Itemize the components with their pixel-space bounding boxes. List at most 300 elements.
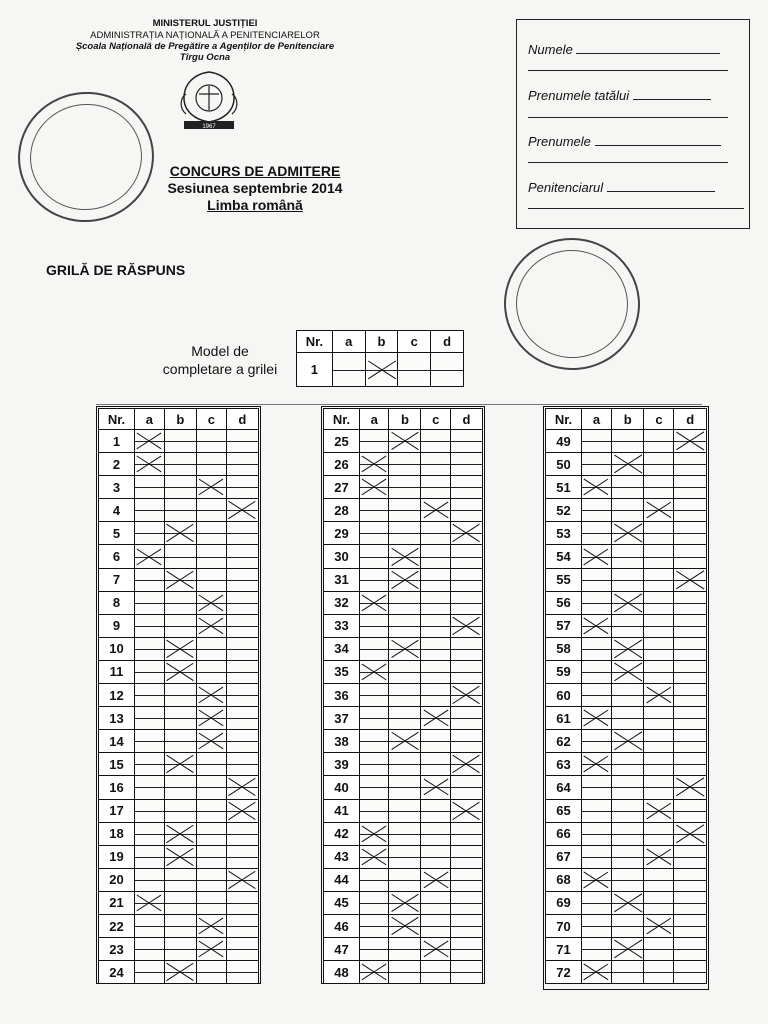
answer-option-d[interactable] bbox=[450, 499, 482, 522]
answer-option-d[interactable] bbox=[450, 914, 482, 937]
answer-option-b[interactable] bbox=[611, 660, 644, 683]
answer-option-c[interactable] bbox=[196, 845, 226, 868]
answer-option-a[interactable] bbox=[360, 799, 389, 822]
answer-option-b[interactable] bbox=[611, 568, 644, 591]
answer-option-c[interactable] bbox=[196, 430, 226, 453]
answer-option-d[interactable] bbox=[226, 776, 258, 799]
answer-option-b[interactable] bbox=[389, 614, 421, 637]
answer-option-b[interactable] bbox=[611, 684, 644, 707]
answer-option-b[interactable] bbox=[389, 707, 421, 730]
answer-option-d[interactable] bbox=[674, 522, 707, 545]
answer-option-c[interactable] bbox=[421, 961, 450, 984]
answer-option-b[interactable] bbox=[164, 961, 196, 984]
answer-option-d[interactable] bbox=[674, 891, 707, 914]
answer-option-c[interactable] bbox=[196, 938, 226, 961]
answer-option-a[interactable] bbox=[582, 637, 612, 660]
answer-option-a[interactable] bbox=[135, 868, 165, 891]
answer-option-a[interactable] bbox=[582, 614, 612, 637]
answer-option-c[interactable] bbox=[421, 891, 450, 914]
answer-option-b[interactable] bbox=[611, 545, 644, 568]
answer-option-d[interactable] bbox=[674, 845, 707, 868]
answer-option-d[interactable] bbox=[674, 938, 707, 961]
answer-option-a[interactable] bbox=[582, 891, 612, 914]
answer-option-c[interactable] bbox=[421, 822, 450, 845]
answer-option-b[interactable] bbox=[389, 499, 421, 522]
answer-option-d[interactable] bbox=[226, 891, 258, 914]
answer-option-d[interactable] bbox=[450, 637, 482, 660]
answer-option-a[interactable] bbox=[135, 914, 165, 937]
answer-option-a[interactable] bbox=[135, 476, 165, 499]
answer-option-c[interactable] bbox=[421, 707, 450, 730]
answer-option-d[interactable] bbox=[450, 730, 482, 753]
answer-option-c[interactable] bbox=[421, 476, 450, 499]
answer-option-c[interactable] bbox=[421, 938, 450, 961]
answer-option-b[interactable] bbox=[611, 499, 644, 522]
answer-option-d[interactable] bbox=[450, 891, 482, 914]
answer-option-a[interactable] bbox=[582, 660, 612, 683]
answer-option-a[interactable] bbox=[582, 545, 612, 568]
answer-option-d[interactable] bbox=[450, 707, 482, 730]
answer-option-a[interactable] bbox=[135, 799, 165, 822]
answer-option-b[interactable] bbox=[611, 914, 644, 937]
answer-option-b[interactable] bbox=[164, 822, 196, 845]
answer-option-c[interactable] bbox=[421, 453, 450, 476]
answer-option-c[interactable] bbox=[196, 891, 226, 914]
answer-option-c[interactable] bbox=[421, 522, 450, 545]
answer-option-a[interactable] bbox=[360, 499, 389, 522]
answer-option-a[interactable] bbox=[135, 660, 165, 683]
answer-option-b[interactable] bbox=[164, 753, 196, 776]
answer-option-b[interactable] bbox=[611, 822, 644, 845]
answer-option-a[interactable] bbox=[582, 499, 612, 522]
answer-option-a[interactable] bbox=[582, 430, 612, 453]
answer-option-b[interactable] bbox=[164, 868, 196, 891]
answer-option-d[interactable] bbox=[226, 614, 258, 637]
answer-option-d[interactable] bbox=[226, 476, 258, 499]
answer-option-a[interactable] bbox=[360, 845, 389, 868]
answer-option-c[interactable] bbox=[421, 799, 450, 822]
answer-option-a[interactable] bbox=[135, 614, 165, 637]
answer-option-b[interactable] bbox=[164, 938, 196, 961]
answer-option-d[interactable] bbox=[674, 614, 707, 637]
answer-option-b[interactable] bbox=[164, 476, 196, 499]
question-number: 52 bbox=[546, 499, 582, 522]
answer-option-c[interactable] bbox=[644, 568, 674, 591]
first-name-field[interactable] bbox=[528, 134, 721, 149]
answer-option-b[interactable] bbox=[164, 453, 196, 476]
answer-option-c[interactable] bbox=[644, 753, 674, 776]
answer-option-a[interactable] bbox=[582, 476, 612, 499]
answer-option-a[interactable] bbox=[582, 914, 612, 937]
answer-option-d[interactable] bbox=[674, 499, 707, 522]
answer-option-c[interactable] bbox=[644, 845, 674, 868]
answer-option-a[interactable] bbox=[360, 753, 389, 776]
answer-option-d[interactable] bbox=[226, 545, 258, 568]
answer-option-b[interactable] bbox=[164, 799, 196, 822]
answer-option-d[interactable] bbox=[226, 914, 258, 937]
answer-option-d[interactable] bbox=[450, 753, 482, 776]
answer-option-b[interactable] bbox=[389, 868, 421, 891]
answer-option-d[interactable] bbox=[450, 476, 482, 499]
answer-x-mark bbox=[137, 893, 162, 913]
answer-option-b[interactable] bbox=[611, 891, 644, 914]
answer-option-b[interactable] bbox=[164, 730, 196, 753]
question-number: 5 bbox=[99, 522, 135, 545]
answer-option-c[interactable] bbox=[421, 684, 450, 707]
answer-option-d[interactable] bbox=[674, 961, 707, 984]
answer-option-d[interactable] bbox=[674, 591, 707, 614]
answer-option-d[interactable] bbox=[450, 545, 482, 568]
answer-option-b[interactable] bbox=[164, 591, 196, 614]
answer-option-b[interactable] bbox=[611, 776, 644, 799]
answer-option-a[interactable] bbox=[582, 868, 612, 891]
answer-option-a[interactable] bbox=[582, 799, 612, 822]
answer-option-a[interactable] bbox=[135, 591, 165, 614]
answer-option-d[interactable] bbox=[226, 637, 258, 660]
answer-option-b[interactable] bbox=[611, 730, 644, 753]
answer-option-b[interactable] bbox=[611, 868, 644, 891]
answer-option-b[interactable] bbox=[389, 753, 421, 776]
answer-option-a[interactable] bbox=[135, 453, 165, 476]
answer-option-c[interactable] bbox=[196, 453, 226, 476]
answer-option-b[interactable] bbox=[164, 499, 196, 522]
answer-option-a[interactable] bbox=[360, 660, 389, 683]
answer-option-b[interactable] bbox=[389, 845, 421, 868]
answer-option-a[interactable] bbox=[135, 637, 165, 660]
answer-option-d[interactable] bbox=[674, 753, 707, 776]
answer-option-b[interactable] bbox=[164, 914, 196, 937]
answer-option-b[interactable] bbox=[611, 522, 644, 545]
answer-option-c[interactable] bbox=[644, 660, 674, 683]
answer-option-c[interactable] bbox=[196, 522, 226, 545]
answer-option-b[interactable] bbox=[389, 476, 421, 499]
answer-option-d[interactable] bbox=[226, 845, 258, 868]
answer-x-mark bbox=[423, 870, 447, 890]
answer-option-d[interactable] bbox=[674, 707, 707, 730]
answer-option-a[interactable] bbox=[135, 891, 165, 914]
answer-option-a[interactable] bbox=[135, 430, 165, 453]
answer-option-d[interactable] bbox=[674, 476, 707, 499]
answer-option-c[interactable] bbox=[196, 499, 226, 522]
answer-option-c[interactable] bbox=[421, 845, 450, 868]
answer-option-b[interactable] bbox=[164, 891, 196, 914]
answer-option-a[interactable] bbox=[360, 637, 389, 660]
answer-option-b[interactable] bbox=[164, 430, 196, 453]
answer-option-b[interactable] bbox=[389, 568, 421, 591]
answer-option-d[interactable] bbox=[674, 453, 707, 476]
answer-option-c[interactable] bbox=[421, 568, 450, 591]
answer-option-c[interactable] bbox=[644, 961, 674, 984]
answer-option-c[interactable] bbox=[644, 614, 674, 637]
answer-option-c[interactable] bbox=[196, 868, 226, 891]
answer-option-a[interactable] bbox=[135, 499, 165, 522]
answer-option-d[interactable] bbox=[226, 753, 258, 776]
answer-option-a[interactable] bbox=[582, 938, 612, 961]
answer-option-b[interactable] bbox=[389, 914, 421, 937]
answer-option-d[interactable] bbox=[674, 822, 707, 845]
answer-option-d[interactable] bbox=[450, 822, 482, 845]
answer-option-c[interactable] bbox=[421, 637, 450, 660]
answer-option-c[interactable] bbox=[421, 499, 450, 522]
answer-option-c[interactable] bbox=[421, 753, 450, 776]
answer-option-c[interactable] bbox=[644, 430, 674, 453]
answer-option-c[interactable] bbox=[421, 730, 450, 753]
answer-option-d[interactable] bbox=[674, 868, 707, 891]
answer-option-a[interactable] bbox=[360, 891, 389, 914]
answer-option-b[interactable] bbox=[164, 684, 196, 707]
last-name-field[interactable] bbox=[528, 42, 720, 57]
answer-option-b[interactable] bbox=[164, 568, 196, 591]
answer-option-c[interactable] bbox=[644, 637, 674, 660]
answer-option-c[interactable] bbox=[196, 776, 226, 799]
question-number: 64 bbox=[546, 776, 582, 799]
answer-option-a[interactable] bbox=[582, 568, 612, 591]
answer-option-c[interactable] bbox=[421, 545, 450, 568]
answer-option-b[interactable] bbox=[389, 522, 421, 545]
answer-option-d[interactable] bbox=[450, 776, 482, 799]
answer-option-c[interactable] bbox=[421, 614, 450, 637]
answer-option-d[interactable] bbox=[450, 614, 482, 637]
answer-option-b[interactable] bbox=[164, 614, 196, 637]
answer-option-d[interactable] bbox=[450, 684, 482, 707]
answer-option-c[interactable] bbox=[196, 637, 226, 660]
answer-option-c[interactable] bbox=[196, 660, 226, 683]
answer-option-d[interactable] bbox=[674, 776, 707, 799]
answer-option-a[interactable] bbox=[360, 868, 389, 891]
answer-option-b[interactable] bbox=[611, 753, 644, 776]
answer-option-b[interactable] bbox=[611, 591, 644, 614]
answer-option-d[interactable] bbox=[226, 799, 258, 822]
answer-option-b[interactable] bbox=[389, 961, 421, 984]
answer-option-a[interactable] bbox=[135, 545, 165, 568]
answer-option-a[interactable] bbox=[582, 453, 612, 476]
answer-option-d[interactable] bbox=[674, 684, 707, 707]
answer-option-c[interactable] bbox=[644, 684, 674, 707]
answer-option-b[interactable] bbox=[389, 591, 421, 614]
answer-option-c[interactable] bbox=[644, 938, 674, 961]
answer-option-c[interactable] bbox=[644, 776, 674, 799]
answer-option-b[interactable] bbox=[389, 660, 421, 683]
answer-option-b[interactable] bbox=[389, 545, 421, 568]
answer-option-b[interactable] bbox=[389, 730, 421, 753]
answer-option-b[interactable] bbox=[611, 961, 644, 984]
answer-option-a[interactable] bbox=[360, 476, 389, 499]
answer-option-a[interactable] bbox=[582, 961, 612, 984]
answer-option-c[interactable] bbox=[644, 499, 674, 522]
answer-option-c[interactable] bbox=[196, 961, 226, 984]
answer-option-a[interactable] bbox=[135, 938, 165, 961]
answer-option-d[interactable] bbox=[226, 660, 258, 683]
answer-option-d[interactable] bbox=[226, 568, 258, 591]
answer-option-a[interactable] bbox=[582, 753, 612, 776]
answer-option-b[interactable] bbox=[164, 707, 196, 730]
answer-option-a[interactable] bbox=[582, 707, 612, 730]
answer-option-d[interactable] bbox=[226, 822, 258, 845]
answer-option-d[interactable] bbox=[226, 707, 258, 730]
answer-option-c[interactable] bbox=[644, 891, 674, 914]
answer-option-b[interactable] bbox=[164, 660, 196, 683]
answer-option-c[interactable] bbox=[644, 868, 674, 891]
answer-option-b[interactable] bbox=[389, 938, 421, 961]
answer-option-b[interactable] bbox=[389, 637, 421, 660]
answer-option-d[interactable] bbox=[674, 914, 707, 937]
answer-option-d[interactable] bbox=[450, 660, 482, 683]
answer-option-c[interactable] bbox=[196, 822, 226, 845]
answer-option-b[interactable] bbox=[611, 637, 644, 660]
answer-option-a[interactable] bbox=[360, 568, 389, 591]
answer-option-a[interactable] bbox=[360, 430, 389, 453]
answer-option-a[interactable] bbox=[360, 961, 389, 984]
answer-option-d[interactable] bbox=[450, 961, 482, 984]
question-number: 16 bbox=[99, 776, 135, 799]
answer-option-c[interactable] bbox=[196, 591, 226, 614]
answer-option-a[interactable] bbox=[360, 938, 389, 961]
answer-option-d[interactable] bbox=[226, 499, 258, 522]
answer-option-d[interactable] bbox=[226, 868, 258, 891]
answer-option-a[interactable] bbox=[360, 730, 389, 753]
answer-option-a[interactable] bbox=[135, 730, 165, 753]
answer-option-a[interactable] bbox=[135, 822, 165, 845]
answer-option-b[interactable] bbox=[389, 822, 421, 845]
answer-option-a[interactable] bbox=[360, 776, 389, 799]
model-header-b: b bbox=[365, 331, 398, 353]
answer-option-b[interactable] bbox=[611, 453, 644, 476]
answer-option-d[interactable] bbox=[226, 430, 258, 453]
answer-option-c[interactable] bbox=[421, 868, 450, 891]
answer-option-d[interactable] bbox=[450, 799, 482, 822]
answer-option-c[interactable] bbox=[421, 914, 450, 937]
answer-option-b[interactable] bbox=[164, 545, 196, 568]
answer-option-a[interactable] bbox=[135, 961, 165, 984]
answer-option-a[interactable] bbox=[135, 776, 165, 799]
answer-option-b[interactable] bbox=[389, 430, 421, 453]
answer-option-b[interactable] bbox=[611, 938, 644, 961]
answer-option-b[interactable] bbox=[389, 453, 421, 476]
answer-option-b[interactable] bbox=[164, 845, 196, 868]
answer-option-b[interactable] bbox=[164, 776, 196, 799]
answer-option-d[interactable] bbox=[226, 684, 258, 707]
answer-option-a[interactable] bbox=[360, 707, 389, 730]
answer-option-c[interactable] bbox=[421, 591, 450, 614]
answer-option-b[interactable] bbox=[611, 476, 644, 499]
answer-option-c[interactable] bbox=[644, 822, 674, 845]
answer-option-a[interactable] bbox=[135, 684, 165, 707]
answer-option-c[interactable] bbox=[644, 914, 674, 937]
answer-option-b[interactable] bbox=[164, 637, 196, 660]
answer-option-a[interactable] bbox=[360, 545, 389, 568]
answer-option-d[interactable] bbox=[674, 799, 707, 822]
answer-option-a[interactable] bbox=[135, 522, 165, 545]
answer-option-c[interactable] bbox=[196, 799, 226, 822]
answer-option-b[interactable] bbox=[611, 707, 644, 730]
answer-option-b[interactable] bbox=[389, 891, 421, 914]
answer-option-a[interactable] bbox=[582, 776, 612, 799]
answer-option-d[interactable] bbox=[226, 453, 258, 476]
answer-option-c[interactable] bbox=[421, 660, 450, 683]
answer-option-c[interactable] bbox=[196, 730, 226, 753]
answer-option-d[interactable] bbox=[674, 568, 707, 591]
answer-option-d[interactable] bbox=[674, 660, 707, 683]
answer-option-d[interactable] bbox=[226, 522, 258, 545]
answer-option-a[interactable] bbox=[360, 522, 389, 545]
answer-option-c[interactable] bbox=[196, 684, 226, 707]
answer-option-b[interactable] bbox=[611, 845, 644, 868]
penitentiary-field[interactable] bbox=[528, 180, 715, 195]
answer-option-b[interactable] bbox=[389, 684, 421, 707]
answer-option-c[interactable] bbox=[644, 591, 674, 614]
answer-option-d[interactable] bbox=[674, 545, 707, 568]
answer-option-d[interactable] bbox=[226, 591, 258, 614]
answer-option-a[interactable] bbox=[582, 845, 612, 868]
answer-option-d[interactable] bbox=[450, 938, 482, 961]
answer-option-d[interactable] bbox=[674, 430, 707, 453]
answer-option-a[interactable] bbox=[360, 614, 389, 637]
answer-option-d[interactable] bbox=[674, 730, 707, 753]
answer-option-c[interactable] bbox=[644, 522, 674, 545]
answer-option-c[interactable] bbox=[421, 430, 450, 453]
answer-option-b[interactable] bbox=[389, 776, 421, 799]
answer-option-b[interactable] bbox=[389, 799, 421, 822]
answer-option-c[interactable] bbox=[196, 707, 226, 730]
answer-option-c[interactable] bbox=[196, 914, 226, 937]
answer-option-c[interactable] bbox=[196, 545, 226, 568]
school-city: Tîrgu Ocna bbox=[179, 52, 231, 63]
answer-option-a[interactable] bbox=[360, 684, 389, 707]
answer-option-c[interactable] bbox=[644, 545, 674, 568]
answer-option-a[interactable] bbox=[360, 591, 389, 614]
answer-option-a[interactable] bbox=[360, 822, 389, 845]
answer-option-c[interactable] bbox=[644, 799, 674, 822]
answer-option-c[interactable] bbox=[644, 476, 674, 499]
answer-option-d[interactable] bbox=[226, 961, 258, 984]
answer-option-d[interactable] bbox=[450, 522, 482, 545]
answer-option-b[interactable] bbox=[164, 522, 196, 545]
answer-option-a[interactable] bbox=[582, 730, 612, 753]
answer-option-d[interactable] bbox=[450, 591, 482, 614]
answer-option-a[interactable] bbox=[135, 568, 165, 591]
answer-option-c[interactable] bbox=[644, 707, 674, 730]
father-name-field[interactable] bbox=[528, 88, 711, 103]
answer-option-c[interactable] bbox=[196, 614, 226, 637]
answer-option-d[interactable] bbox=[450, 453, 482, 476]
answer-option-d[interactable] bbox=[674, 637, 707, 660]
answer-option-a[interactable] bbox=[360, 453, 389, 476]
answer-option-b[interactable] bbox=[611, 799, 644, 822]
answer-option-a[interactable] bbox=[135, 707, 165, 730]
answer-option-a[interactable] bbox=[135, 845, 165, 868]
answer-option-b[interactable] bbox=[611, 614, 644, 637]
answer-option-a[interactable] bbox=[582, 684, 612, 707]
answer-option-a[interactable] bbox=[582, 822, 612, 845]
answer-option-c[interactable] bbox=[196, 753, 226, 776]
answer-option-c[interactable] bbox=[196, 568, 226, 591]
answer-option-d[interactable] bbox=[450, 568, 482, 591]
answer-option-a[interactable] bbox=[135, 753, 165, 776]
answer-option-d[interactable] bbox=[450, 430, 482, 453]
answer-option-d[interactable] bbox=[226, 938, 258, 961]
answer-option-c[interactable] bbox=[421, 776, 450, 799]
answer-option-d[interactable] bbox=[226, 730, 258, 753]
answer-option-a[interactable] bbox=[582, 522, 612, 545]
answer-option-d[interactable] bbox=[450, 868, 482, 891]
answer-option-b[interactable] bbox=[611, 430, 644, 453]
answer-option-a[interactable] bbox=[582, 591, 612, 614]
answer-option-c[interactable] bbox=[196, 476, 226, 499]
answer-option-c[interactable] bbox=[644, 453, 674, 476]
answer-option-d[interactable] bbox=[450, 845, 482, 868]
answer-option-c[interactable] bbox=[644, 730, 674, 753]
answer-option-a[interactable] bbox=[360, 914, 389, 937]
